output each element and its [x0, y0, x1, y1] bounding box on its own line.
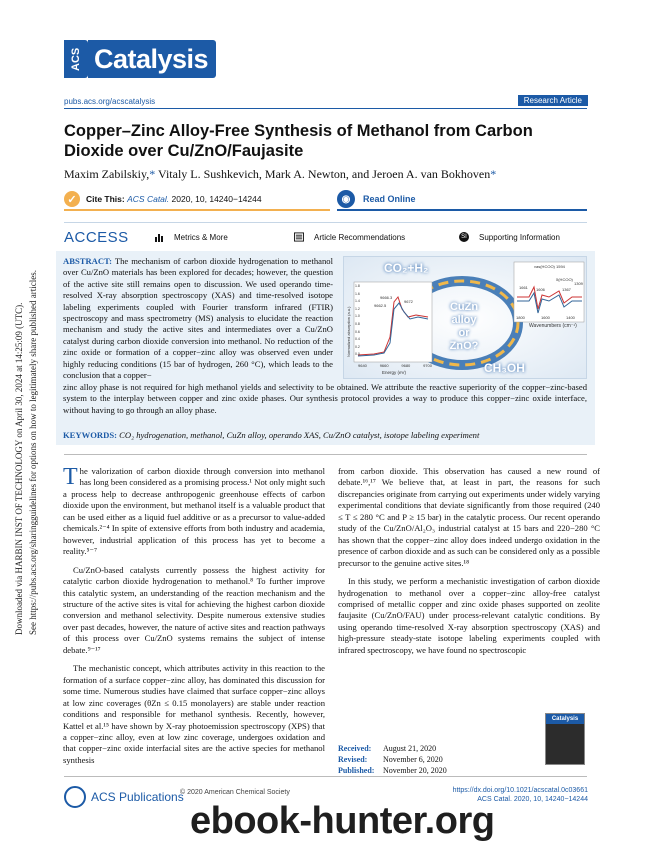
toc-xas-ytick: 0.4 — [355, 337, 360, 342]
abstract-text-bottom: zinc alloy phase is not required for high methanol yields and selectivity to be obtained. We attribute the reactive superiority of the copper−zinc-based system to the interplay between copper and zinc oxide phases. Our synthesis protocol provides a way to produce this copper−zinc oxide interface, without having to go through an alloy phase. — [63, 382, 587, 415]
read-online-button[interactable]: Read Online — [363, 194, 416, 204]
cite-journal[interactable]: ACS Catal. — [127, 194, 170, 204]
toc-ir-label-6: 1309 — [574, 281, 583, 286]
toc-xas-ytick: 1.6 — [355, 291, 360, 296]
supporting-info-link[interactable] — [459, 232, 560, 242]
body-paragraph-text: he valorization of carbon dioxide through conversion into methanol has long been considered as a promising process.¹ Not only might such a process help to decrease anthropogenic greenhouse effects of carbon dioxide upon the environment, but methanol itself is a valuable product that can be used either as a liquid fuel additive or as a precursor to value-added chemicals.²⁻⁴ In spite of extensive efforts from both industry and academia, however, industrial application of this process has yet to become a reality.⁵⁻⁷ — [63, 466, 325, 557]
cite-label: Cite This: — [86, 194, 125, 204]
journal-cover-thumbnail — [545, 713, 585, 765]
toc-xas-xlabel: Energy (eV) — [382, 370, 407, 375]
toc-xas-xtick: 9640 — [358, 363, 367, 368]
toc-xas-xtick: 9680 — [401, 363, 411, 368]
toc-ir-tick-1: 1800 — [516, 315, 525, 320]
keywords-list: CO₂ hydrogenation, methanol, CuZn alloy, operando XAS, Cu/ZnO catalyst, isotope labeling experiment — [119, 430, 480, 440]
abstract-body-top: The mechanism of carbon dioxide hydrogenation to methanol over Cu/ZnO materials has been explored for decades; however, the question of the active site still remains open to discussion. We used operando time-resolved X-ray absorption spectroscopy (XAS) and time-resolved isotope labeling experiments coupled with Fourier transform infrared (FTIR) spectroscopy and mass spectrometry (MS) analysis to elucidate the reaction mechanism and study the active sites and intermediates over a Cu/ZnO catalyst during carbon dioxide conversion into methanol. No reduction of the zinc oxide or formation of a copper−zinc alloy was observed even under highly reducing conditions (15 bar of hydrogen, 260 °C), which leads to the conclusion that a copper− — [63, 256, 333, 381]
read-online-bar[interactable] — [337, 189, 587, 211]
recommendations-link[interactable] — [294, 232, 459, 242]
toc-xas-xtick: 9700 — [423, 363, 432, 368]
cite-icon: ✓ — [64, 191, 80, 207]
download-notice-line1: Downloaded via HARBIN INST OF TECHNOLOGY on April 30, 2024 at 14:25:09 (UTC). — [14, 302, 24, 635]
toc-xas-ytick: 0.8 — [355, 321, 360, 326]
footer-doi-link[interactable]: https://dx.doi.org/10.1021/acscatal.0c03661 — [452, 787, 588, 794]
cover-title: Catalysis — [546, 714, 584, 724]
toc-ir-label-4: 1606 — [536, 287, 545, 292]
date-value: November 6, 2020 — [383, 755, 443, 764]
footer-divider — [64, 776, 587, 777]
toc-graphic — [343, 256, 587, 379]
access-bar — [64, 227, 587, 247]
toc-xas-peak-3: 9672 — [404, 299, 413, 304]
author-list — [64, 167, 496, 182]
watermark: ebook-hunter.org — [190, 800, 495, 842]
toc-xas-ylabel: Normalized absorption (a.u.) — [346, 306, 351, 357]
toc-xas-ytick: 1.0 — [355, 314, 360, 319]
metrics-link[interactable] — [154, 232, 294, 242]
date-revised — [338, 754, 447, 765]
toc-xas-ytick: 0.0 — [355, 352, 360, 357]
access-divider-top — [64, 222, 587, 223]
header-divider — [64, 108, 587, 109]
toc-reactant-label: CO₂+H₂ — [384, 261, 429, 275]
cite-text — [86, 194, 262, 204]
toc-ir-tick-3: 1400 — [566, 315, 575, 320]
download-notice-line2: See https://pubs.acs.org/sharingguidelines for options on how to legitimately share published articles. — [28, 269, 38, 635]
body-column-left — [63, 466, 325, 766]
journal-logo[interactable] — [64, 38, 216, 80]
document-list-icon — [294, 232, 304, 242]
toc-question-line2: or — [458, 327, 470, 339]
body-paragraph: from carbon dioxide. This observation has caused a new round of debate.¹⁶,¹⁷ We believe that, at least in part, the reasons for such discrepancies originate from carrying out experiments under widely varying experimental conditions that deviate significantly from those required (240 ≤ T ≤ 280 °C and P ≥ 15 bar) in the catalytic process. Our recent operando study of the Cu/ZnO/Al₂O₃ industrial catalyst at 15 bars and 220−280 °C has shown that the copper−zinc alloy does indeed undergo oxidation in the presence of carbon dioxide and as such can be considered only as a possible precursor to the genuine active sites.¹⁸ — [338, 466, 600, 568]
toc-question — [436, 301, 492, 353]
logo-journal-name: Catalysis — [88, 40, 216, 78]
toc-xas-ytick: 1.8 — [355, 284, 360, 288]
body-paragraph: Cu/ZnO-based catalysts currently possess the highest activity for catalytic carbon dioxide hydrogenation to methanol.⁸ To further improve this catalytic system, an understanding of the reaction mechanism and the structure of the active sites is vital for achieving the highest carbon dioxide conversion and methanol selectivity. Despite numerous extensive studies over past decades, however, the nature of active sites and reaction pathways of this process over Cu/ZnO systems remains the subject of intense debate.⁹⁻¹⁷ — [63, 564, 325, 655]
date-received — [338, 743, 447, 754]
toc-xas-ytick: 1.4 — [355, 299, 360, 304]
download-notice — [6, 205, 56, 645]
author-name[interactable]: Maxim Zabilskiy, — [64, 167, 150, 181]
date-value: November 20, 2020 — [383, 766, 447, 775]
toc-product-label: CH₃OH — [484, 361, 525, 375]
article-title: Copper–Zinc Alloy-Free Synthesis of Methanol from Carbon Dioxide over Cu/ZnO/Faujasite — [64, 122, 533, 160]
body-paragraph: In this study, we perform a mechanistic investigation of carbon dioxide hydrogenation to methanol over a copper−zinc alloy-free catalyst comprised of metallic copper and zinc oxide phases supported on zeolite faujasite (Cu/ZnO/FAU) under process-relevant catalytic conditions. By using operando time-resolved X-ray absorption spectroscopy (XAS) and high-pressure steady-state isotope labeling experiments coupled with infrared spectroscopy, we have found no spectroscopic — [338, 576, 600, 655]
date-label: Received: — [338, 744, 372, 753]
date-published — [338, 765, 447, 776]
toc-xas-ytick: 0.2 — [355, 344, 360, 349]
body-paragraph: The mechanistic concept, which attributes activity in this reaction to the formation of a surface copper−zinc alloy, has dominated this discussion for some time. Numerous studies have claimed that surface copper−zinc alloys at low zinc coverages (θZn ≤ 0.15 monolayers) are stable under reaction conditions and responsible for methanol synthesis. Recently, however, Kattel et al.¹⁵ have shown by X-ray photoemission spectroscopy (XPS) that a copper−zinc alloy, even at low zinc coverage, undergoes oxidation and that copper−zinc oxide interfacial sites are the active species for methanol synthesis — [63, 663, 325, 765]
read-online-icon: ◉ — [337, 190, 355, 208]
supporting-info-icon: SI — [459, 232, 469, 242]
bar-chart-icon — [154, 232, 164, 242]
toc-ir-xlabel: Wavenumbers (cm⁻¹) — [529, 323, 577, 329]
toc-xas-ytick: 1.2 — [355, 306, 360, 311]
toc-xas-yticks — [355, 283, 361, 359]
recommendations-link-label: Article Recommendations — [314, 232, 406, 242]
footer-page-detail: ACS Catal. 2020, 10, 14240−14244 — [477, 796, 588, 803]
body-column-right — [338, 466, 600, 656]
toc-ir-label-1: νas(HCOO) 1594 — [534, 264, 565, 269]
journal-url[interactable]: pubs.acs.org/acscatalysis — [64, 97, 156, 106]
drop-cap: T — [63, 464, 78, 490]
toc-question-line1: CuZn alloy — [449, 301, 479, 326]
access-label: ACCESS — [64, 228, 129, 246]
corresponding-author-mark: * — [490, 167, 497, 181]
toc-ir-label-3: 1661 — [519, 285, 528, 290]
toc-xas-xticks — [358, 363, 432, 368]
article-type-badge: Research Article — [518, 95, 588, 106]
publisher-logo[interactable] — [64, 786, 184, 808]
date-label: Revised: — [338, 755, 368, 764]
body-divider — [64, 454, 587, 455]
metrics-link-label: Metrics & More — [174, 232, 228, 242]
supporting-info-link-label: Supporting Information — [479, 232, 560, 242]
toc-question-line3: ZnO? — [449, 340, 479, 352]
toc-xas-peak-2: 9662.5 — [374, 303, 387, 308]
keywords — [63, 430, 587, 440]
abstract-label: ABSTRACT: — [63, 256, 113, 266]
toc-xas-peak-1: 9666.3 — [380, 295, 393, 300]
toc-xas-ytick: 0.6 — [355, 329, 360, 334]
abstract-text-top — [63, 256, 333, 381]
toc-ir-label-5: 1367 — [562, 287, 571, 292]
logo-acs-mark: ACS — [64, 40, 88, 78]
date-label: Published: — [338, 766, 375, 775]
publication-dates — [338, 743, 447, 776]
cite-this-bar[interactable] — [64, 189, 330, 211]
toc-ir-label-2: δ(HCOO) — [556, 277, 573, 282]
cite-details: 2020, 10, 14240−14244 — [171, 194, 262, 204]
toc-xas-xtick: 9660 — [379, 363, 389, 368]
toc-ir-tick-2: 1600 — [541, 315, 550, 320]
acs-seal-icon — [64, 786, 86, 808]
keywords-label: KEYWORDS: — [63, 430, 117, 440]
corresponding-author-mark: * — [149, 167, 156, 181]
footer-copyright: © 2020 American Chemical Society — [180, 789, 290, 796]
date-value: August 21, 2020 — [383, 744, 437, 753]
publisher-name: ACS Publications — [91, 790, 184, 804]
author-name[interactable]: Vitaly L. Sushkevich, Mark A. Newton, and Jeroen A. van Bokhoven — [155, 167, 491, 181]
body-paragraph — [63, 466, 325, 558]
